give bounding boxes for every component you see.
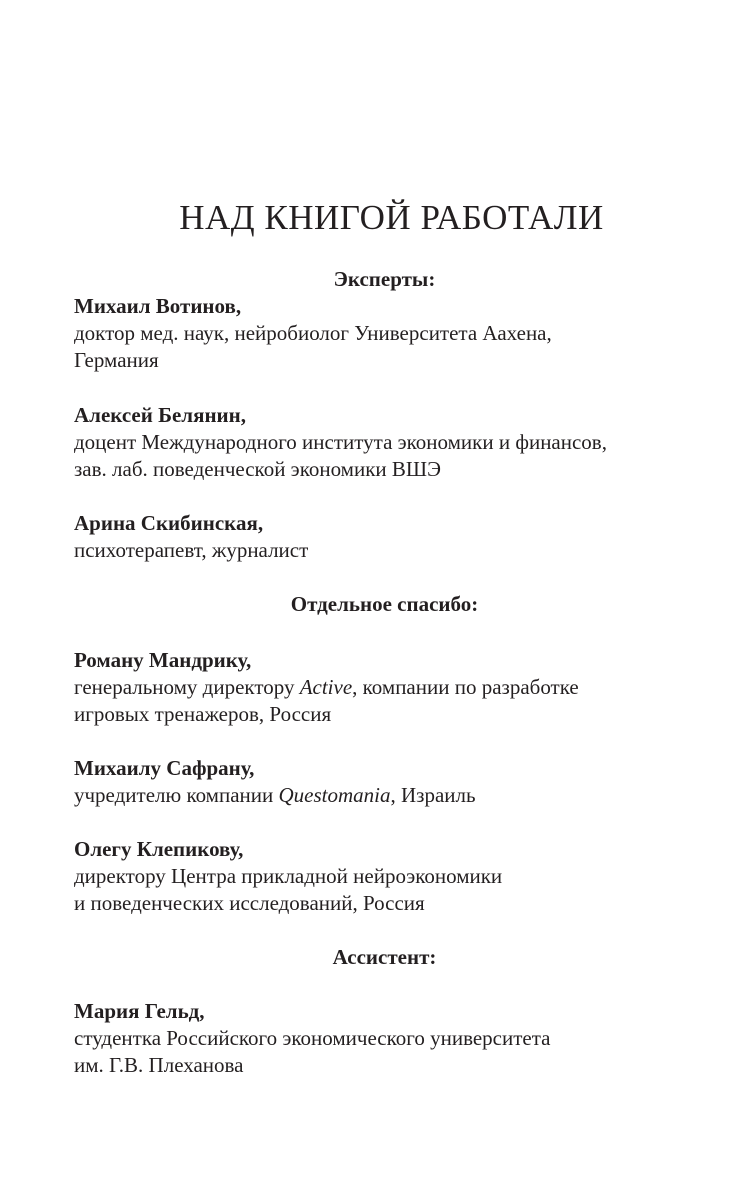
credit-description: им. Г.В. Плеханова [74,1053,244,1077]
credit-entry [74,755,714,809]
credit-description [74,782,714,809]
credit-entry [74,402,714,483]
credit-entry [74,510,714,564]
credit-description [74,674,714,701]
text-run: учредителю компании [74,783,279,807]
thanks-heading: Отдельное спасибо: [290,592,479,616]
credit-description: Германия [74,348,159,372]
credit-name: Олегу Клепикову, [74,837,244,861]
credit-description: директору Центра прикладной нейроэкономики [74,864,503,888]
credit-name: Мария Гельд, [74,999,205,1023]
credit-description: игровых тренажеров, Россия [74,702,332,726]
experts-heading: Эксперты: [333,267,436,291]
credit-description: доцент Международного института экономики и финансов, [74,430,607,454]
company-name: Questomania [278,783,391,807]
text-run: генеральному директору [74,675,300,699]
credit-entry [74,836,714,917]
credit-description: психотерапевт, журналист [74,538,309,562]
page-title: НАД КНИГОЙ РАБОТАЛИ [179,198,604,237]
credit-name: Алексей Белянин, [74,403,246,427]
company-name: Active [299,675,353,699]
credit-description: зав. лаб. поведенческой экономики ВШЭ [74,457,441,481]
credit-entry [74,293,714,374]
text-run: , Израиль [390,783,476,807]
credit-name: Арина Скибинская, [74,511,264,535]
credit-entry [74,998,714,1079]
credit-description: студентка Российского экономического университета [74,1026,551,1050]
credit-name: Роману Мандрику, [74,648,252,672]
credit-name: Михаил Вотинов, [74,294,242,318]
assistant-heading: Ассистент: [332,945,437,969]
credit-name: Михаилу Сафрану, [74,756,255,780]
text-run: , компании по разработке [352,675,579,699]
credit-entry [74,647,714,728]
credit-description: доктор мед. наук, нейробиолог Университета Аахена, [74,321,552,345]
credit-description: и поведенческих исследований, Россия [74,891,425,915]
